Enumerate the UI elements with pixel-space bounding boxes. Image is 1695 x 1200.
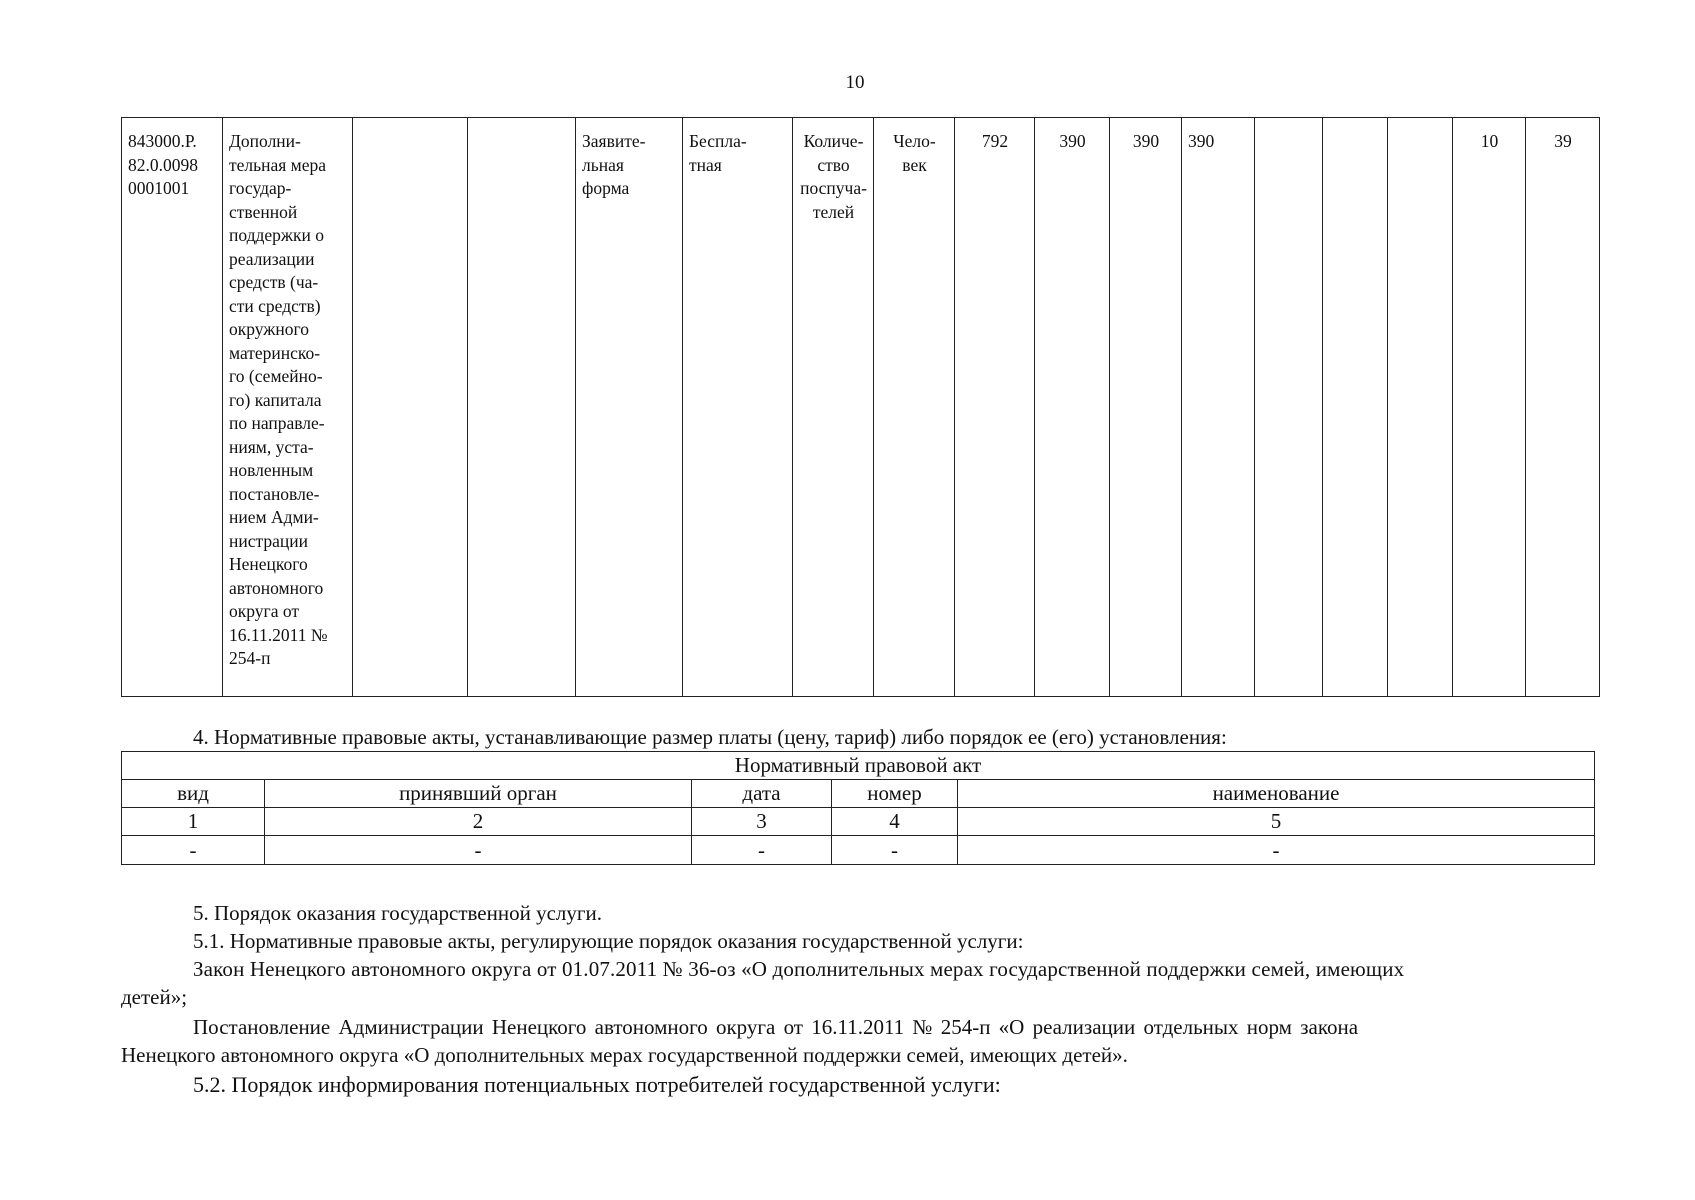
unit-code: 792 [955, 118, 1035, 697]
value-7: 10 [1453, 118, 1526, 697]
value-5 [1323, 118, 1388, 697]
service-name: Дополни- тельная мера государ- ственной поддержки о реализации средств (ча- сти средств) окружного материнско- го (семейно- го) капитала по направле- ниям, уста- новленным постановле- нием Адми- нистрации Ненецкого автономного округа от 16.11.2011 № 254-п [223, 118, 353, 697]
value-3: 390 [1182, 118, 1255, 697]
column-number: 5 [958, 808, 1595, 836]
law-2-text: Постановление Администрации Ненецкого автономного округа от 16.11.2011 № 254-п «О реализации отдельных норм закона [193, 1015, 1359, 1039]
column-header-number: номер [832, 780, 958, 808]
cell-empty-4 [468, 118, 576, 697]
column-number: 1 [122, 808, 265, 836]
column-header-title: наименование [958, 780, 1595, 808]
section-5-title: 5. Порядок оказания государственной услуги. [193, 901, 602, 925]
cell-type: - [122, 836, 265, 865]
cell-title: - [958, 836, 1595, 865]
indicator-name: Количе- ство поспуча- телей [793, 118, 874, 697]
law-1-text: Закон Ненецкого автономного округа от 01.07.2011 № 36-оз «О дополнительных мерах государственной поддержки семей, имеющих [193, 957, 1405, 981]
section-5-block [121, 899, 1591, 1099]
service-form: Заявите- льная форма [576, 118, 683, 697]
value-2: 390 [1110, 118, 1182, 697]
unit-name: Чело- век [874, 118, 955, 697]
section-5-2-title: 5.2. Порядок информирования потенциальных потребителей государственной услуги: [193, 1072, 1001, 1097]
column-number: 4 [832, 808, 958, 836]
value-8: 39 [1526, 118, 1600, 697]
legal-acts-table [121, 751, 1595, 865]
acts-table-header-row [122, 780, 1595, 808]
cell-date: - [692, 836, 832, 865]
law-1-text-end: детей»; [121, 985, 188, 1009]
registry-table [121, 117, 1600, 697]
column-number: 2 [265, 808, 692, 836]
page-number: 10 [845, 72, 865, 93]
cell-number: - [832, 836, 958, 865]
column-header-date: дата [692, 780, 832, 808]
column-number: 3 [692, 808, 832, 836]
registry-row [122, 118, 1600, 697]
acts-table-title-row [122, 752, 1595, 780]
service-code: 843000.Р. 82.0.0098 0001001 [122, 118, 223, 697]
cell-empty-3 [353, 118, 468, 697]
column-header-authority: принявший орган [265, 780, 692, 808]
acts-table-title: Нормативный правовой акт [122, 752, 1595, 780]
value-1: 390 [1035, 118, 1110, 697]
law-2-text-end: Ненецкого автономного округа «О дополнительных мерах государственной поддержки семей, имеющих детей». [121, 1043, 1128, 1067]
section-5-1-title: 5.1. Нормативные правовые акты, регулирующие порядок оказания государственной услуги: [193, 929, 1024, 953]
cell-authority: - [265, 836, 692, 865]
payment-type: Беспла- тная [683, 118, 793, 697]
column-header-type: вид [122, 780, 265, 808]
acts-table-numbers-row [122, 808, 1595, 836]
value-6 [1388, 118, 1453, 697]
section-4-heading: 4. Нормативные правовые акты, устанавливающие размер платы (цену, тариф) либо порядок ее (его) установления: [193, 725, 1227, 749]
value-4 [1255, 118, 1323, 697]
table-row [122, 836, 1595, 865]
